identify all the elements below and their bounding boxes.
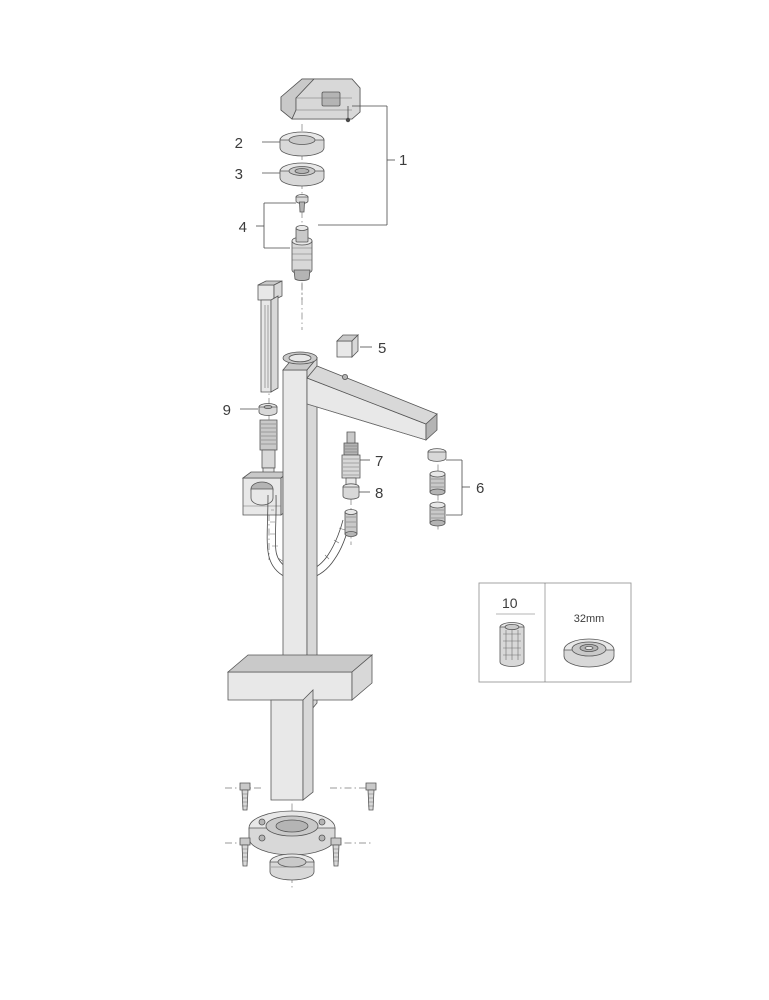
part-cap-ring <box>280 132 324 156</box>
callout-9: 9 <box>222 402 231 419</box>
part-base-plate <box>228 655 372 700</box>
part-hand-shower <box>258 281 282 392</box>
inset-cartridge-graphic <box>500 623 524 667</box>
callout-3: 3 <box>234 166 243 183</box>
part-lower-column <box>271 690 313 800</box>
callout-6: 6 <box>476 480 485 497</box>
part-screw-small <box>296 195 308 213</box>
callout-2: 2 <box>234 135 243 152</box>
part-cube-plug <box>337 335 358 357</box>
inset-number-10: 10 <box>502 595 518 611</box>
part-shower-holder <box>243 472 289 515</box>
callout-1: 1 <box>399 152 408 169</box>
callout-4: 4 <box>238 219 247 236</box>
part-cartridge <box>292 226 312 281</box>
callout-8: 8 <box>375 485 384 502</box>
part-floor-flange <box>249 811 335 855</box>
inset-size-label: 32mm <box>573 613 605 625</box>
part-bottom-seal <box>270 854 314 880</box>
part-check-valves <box>428 449 446 526</box>
part-small-nut <box>343 484 359 537</box>
part-valve-cartridge <box>342 432 360 490</box>
callout-5: 5 <box>378 340 387 357</box>
part-escutcheon-ring <box>280 163 324 186</box>
inset-panel <box>479 583 631 682</box>
part-wand-ring <box>259 404 277 416</box>
callout-7: 7 <box>375 453 384 470</box>
